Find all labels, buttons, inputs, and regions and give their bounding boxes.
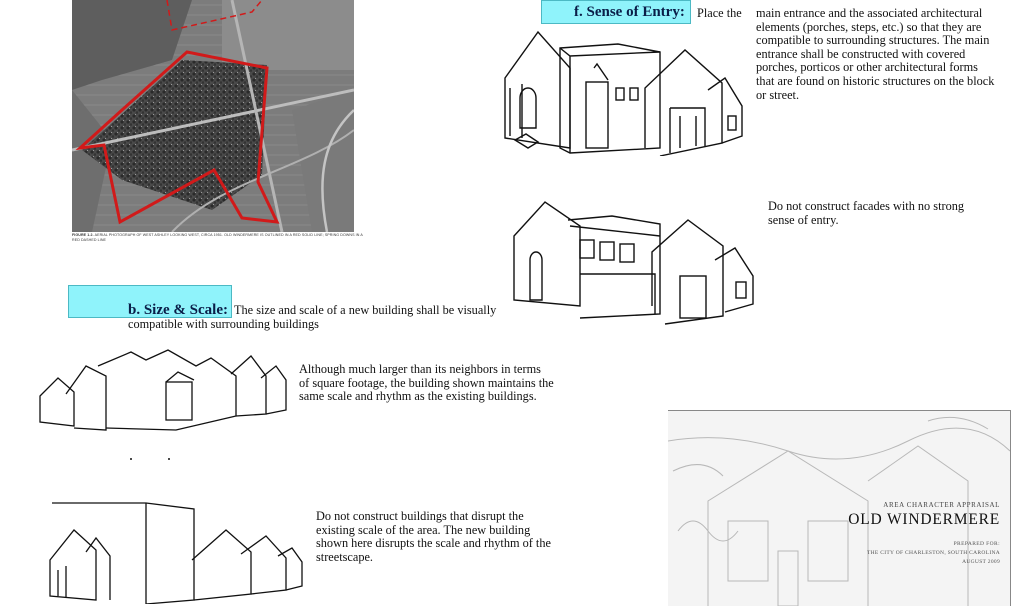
cover-title: OLD WINDERMERE xyxy=(848,511,1000,528)
aerial-photo-drawing xyxy=(72,0,354,232)
cover-prepared-for: PREPARED FOR: xyxy=(953,541,1000,547)
section-b-heading: b. Size & Scale: xyxy=(128,302,228,318)
caption-text: AERIAL PHOTOGRAPH OF WEST ASHLEY LOOKING WEST, CIRCA 1951. OLD WINDERMERE IS OUTLINED IN A RED SOLID LINE; SPRING DOWNS IN A RED DASHED LINE xyxy=(72,233,363,242)
section-f-heading: f. Sense of Entry: xyxy=(574,4,685,20)
bad-scale-text: Do not construct buildings that disrupt the existing scale of the area. The new building shown here disrupts the scale and rhythm of the streetscape. xyxy=(316,509,551,564)
good-scale-sketch xyxy=(36,346,290,434)
stray-dot xyxy=(168,458,170,460)
no-entry-text: Do not construct facades with no strong sense of entry. xyxy=(768,199,965,227)
no-entry-sketch xyxy=(510,196,760,330)
stray-dot xyxy=(130,458,132,460)
cover-client: THE CITY OF CHARLESTON, SOUTH CAROLINA xyxy=(866,550,1000,556)
good-scale-text: Although much larger than its neighbors in terms of square footage, the building shown maintains the same scale and rhythm as the existing buildings. xyxy=(299,362,554,404)
caption-label: FIGURE 1.2. xyxy=(72,233,94,237)
cover-kicker: AREA CHARACTER APPRAISAL xyxy=(883,501,1000,509)
good-entry-sketch xyxy=(500,28,752,156)
cover-date: AUGUST 2009 xyxy=(962,559,1000,565)
bad-scale-sketch xyxy=(46,500,306,604)
section-f-text: main entrance and the associated architectural elements (porches, steps, etc.) so that they are compatible to surrounding structures. The main entrance shall be constructed with covered porches, porticos or other architectural forms that are found on historic structures on the block or street. xyxy=(756,6,995,102)
section-b-text: The size and scale of a new building shall be visually compatible with surrounding buildings xyxy=(128,303,497,331)
section-f-text-lead: Place the xyxy=(697,6,742,20)
photo-caption xyxy=(72,233,367,243)
report-cover xyxy=(668,410,1011,606)
aerial-photo xyxy=(72,0,354,232)
